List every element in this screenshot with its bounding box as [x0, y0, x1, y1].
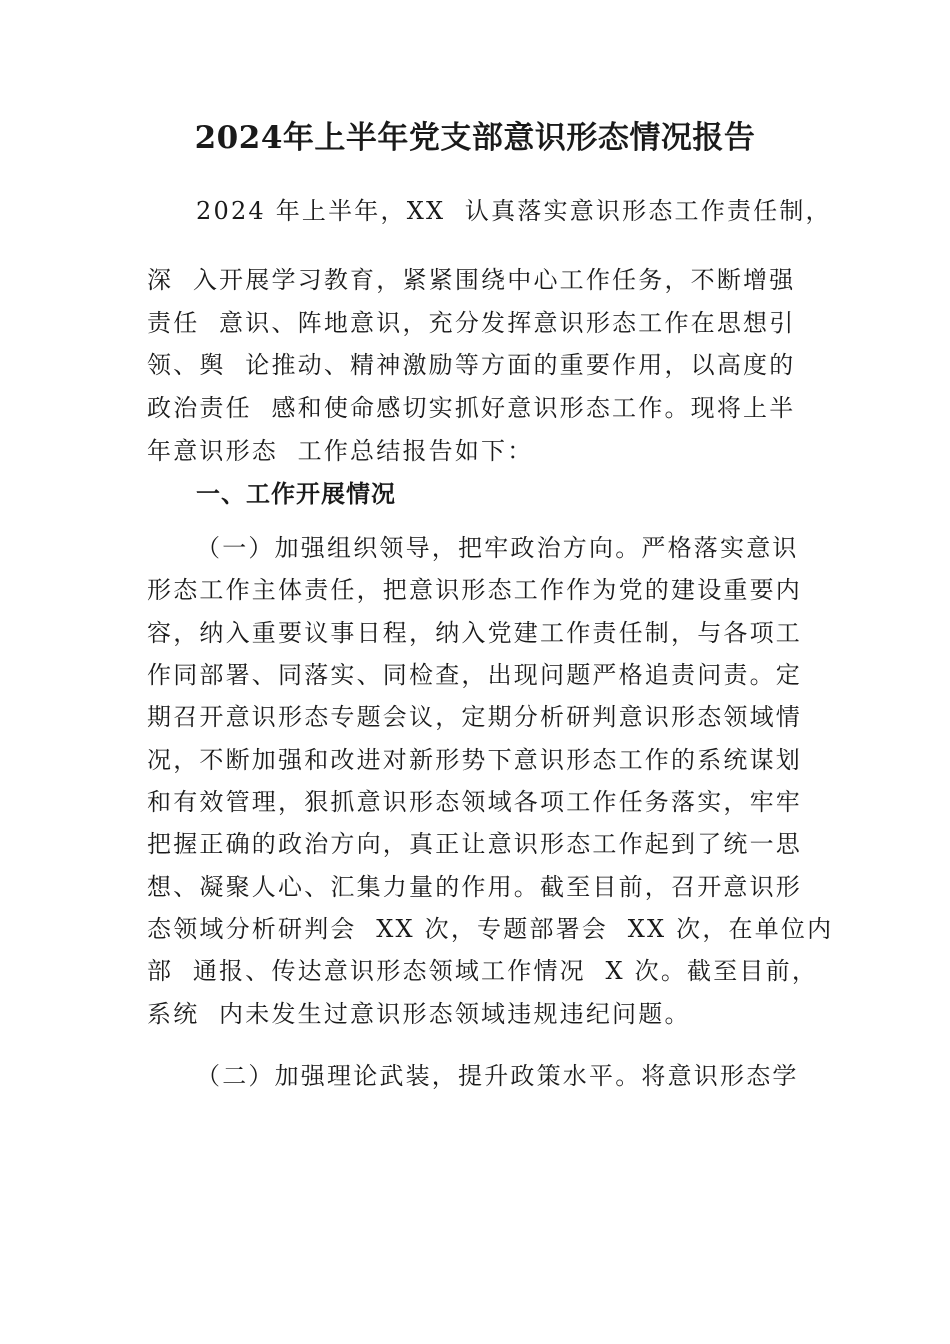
text-line: 系统 内未发生过意识形态领域违规违纪问题。	[147, 1000, 691, 1028]
text-line: 作同部署、同落实、同检查，出现问题严格追责问责。定	[147, 661, 802, 689]
text-line: 容，纳入重要议事日程，纳入党建工作责任制，与各项工	[147, 619, 802, 647]
section-heading: 一、工作开展情况	[196, 479, 396, 508]
text-line: 2024 年上半年，XX 认真落实意识形态工作责任制，	[196, 197, 832, 225]
text-line: 把握正确的政治方向，真正让意识形态工作起到了统一思	[147, 830, 802, 858]
text-line: 深 入开展学习教育，紧紧围绕中心工作任务，不断增强	[147, 266, 796, 294]
text-line: 部 通报、传达意识形态领域工作情况 X 次。截至目前，	[147, 957, 819, 985]
text-line: 责任 意识、阵地意识，充分发挥意识形态工作在思想引	[147, 309, 796, 337]
text-line: 和有效管理，狠抓意识形态领域各项工作任务落实，牢牢	[147, 788, 802, 816]
text-line: 年意识形态 工作总结报告如下：	[147, 437, 534, 465]
text-line: 形态工作主体责任，把意识形态工作作为党的建设重要内	[147, 576, 802, 604]
text-line: 政治责任 感和使命感切实抓好意识形态工作。现将上半	[147, 394, 796, 422]
document-title: 2024年上半年党支部意识形态情况报告	[194, 120, 756, 156]
text-line: 领、舆 论推动、精神激励等方面的重要作用，以高度的	[147, 351, 796, 379]
text-line: （一）加强组织领导，把牢政治方向。严格落实意识	[196, 534, 799, 562]
text-line: 想、凝聚人心、汇集力量的作用。截至目前，召开意识形	[147, 873, 802, 901]
text-line: 期召开意识形态专题会议，定期分析研判意识形态领域情	[147, 703, 802, 731]
text-line: （二）加强理论武装，提升政策水平。将意识形态学	[196, 1062, 799, 1090]
text-line: 况，不断加强和改进对新形势下意识形态工作的系统谋划	[147, 746, 802, 774]
text-line: 态领域分析研判会 XX 次，专题部署会 XX 次，在单位内	[147, 915, 834, 943]
